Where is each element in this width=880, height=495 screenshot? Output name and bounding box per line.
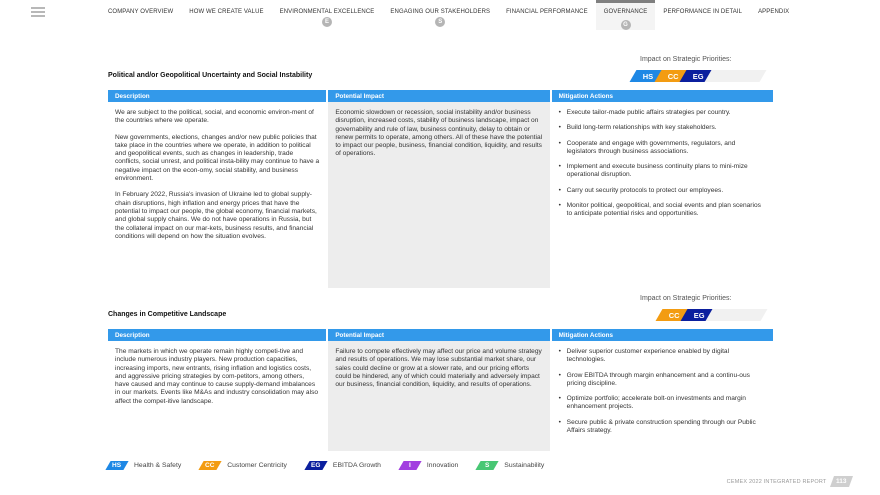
legend-item-cc [201, 461, 287, 470]
nav-engaging-stakeholders[interactable]: ENGAGING OUR STAKEHOLDERS S [390, 9, 491, 25]
footer-report-title: CEMEX 2022 INTEGRATED REPORT [726, 478, 827, 485]
priority-legend [108, 461, 564, 470]
nav-how-we-create-value[interactable]: HOW WE CREATE VALUE [189, 9, 264, 15]
legend-label: Sustainability [504, 462, 545, 469]
column-header-mitigation: Mitigation Actions [552, 90, 773, 102]
legend-item-i [401, 461, 458, 470]
column-header-mitigation: Mitigation Actions [552, 329, 773, 341]
mitigation-column [552, 329, 773, 451]
legend-chevron-cc: CC [199, 461, 222, 470]
description-paragraph: We are subject to the political, social, and economic environ-ment of the countries where we operate. [115, 109, 314, 125]
column-header-impact: Potential Impact [328, 329, 549, 341]
nav-performance-in-detail[interactable]: PERFORMANCE IN DETAIL [663, 9, 743, 15]
legend-label: Customer Centricity [227, 462, 287, 469]
mitigation-column [552, 90, 773, 300]
description-column [108, 90, 326, 300]
mitigation-item: • Carry out security protocols to protect our employees. [559, 187, 766, 195]
impact-column [328, 90, 549, 300]
legend-label: Innovation [426, 462, 459, 469]
description-paragraph: The markets in which we operate remain highly competi-tive and include numerous industry players. New production capacities, increasing imports, new entrants, rising inflation and logistics costs, and aggressive pricing strategies by com-petitors, among others, have caused and may continue to cause supply-demand imbalances in our markets. Events like M&As and industry consolidation may also affect the compet-itive landscape. [115, 348, 319, 405]
chevron-cc: CC [656, 309, 693, 321]
chevron-empty [730, 70, 767, 82]
legend-label: Health & Safety [134, 462, 182, 469]
column-header-description: Description [108, 329, 326, 341]
nav-appendix[interactable]: APPENDIX [758, 9, 790, 15]
mitigation-item: • Deliver superior customer experience enabled by digital technologies. [559, 348, 766, 365]
nav-environmental-excellence[interactable]: ENVIRONMENTAL EXCELLENCE E [279, 9, 375, 25]
mitigation-item: • Optimize portfolio; accelerate bolt-on investments and margin enhancement projects. [559, 395, 766, 412]
mitigation-item: • Monitor political, geopolitical, and social events and plan scenarios to anticipate potential risks and opportunities. [559, 202, 766, 219]
chevron-eg: EG [681, 309, 718, 321]
legend-chevron-eg: EG [304, 461, 327, 470]
nav-company-overview[interactable]: COMPANY OVERVIEW [108, 9, 174, 15]
legend-label: EBITDA Growth [332, 462, 381, 469]
risk-table-1 [108, 90, 773, 300]
description-column [108, 329, 326, 451]
mitigation-item: • Secure public & private construction spending through our Public Affairs strategy. [559, 419, 766, 436]
priority-chevrons-2 [659, 309, 759, 321]
mitigation-item: • Build long-term relationships with key stakeholders. [559, 124, 766, 132]
mitigation-body [552, 341, 773, 449]
impact-text: Economic slowdown or recession, social instability and/or business disruption, increased costs, stability of business landscape, impact on governability and rule of law, business continuity, delay to obtain or renew permits to operate, among others. All of these have the potential to impact our people, business, financial condition, liquidity, and results of operations. [335, 109, 543, 158]
column-header-impact: Potential Impact [328, 90, 549, 102]
legend-item-s [478, 461, 544, 470]
impact-label-1: Impact on Strategic Priorities: [640, 56, 732, 63]
nav-governance[interactable]: GOVERNANCE G [596, 0, 656, 30]
risk-table-2 [108, 329, 773, 451]
impact-text: Failure to compete effectively may affect our price and volume strategy and results of operations. We may lose substantial market share, our sales could decline or grow at a slower rate, and our pricing efforts could be hindered, any of which could materially and adversely impact our business, financial condition, liquidity, and results of operations. [335, 348, 542, 389]
chevron-eg: EG [680, 70, 717, 82]
mitigation-item: • Execute tailor-made public affairs strategies per country. [559, 109, 766, 117]
mitigation-item: • Grow EBITDA through margin enhancement and a continu-ous pricing discipline. [559, 372, 766, 389]
description-body [108, 102, 326, 300]
section-title-2: Changes in Competitive Landscape [108, 311, 227, 318]
chevron-empty [731, 309, 768, 321]
nav-badge-g: G [621, 20, 631, 30]
column-header-description: Description [108, 90, 326, 102]
nav-financial-performance[interactable]: FINANCIAL PERFORMANCE [506, 9, 588, 15]
nav-badge-e: E [322, 17, 332, 27]
impact-body [328, 102, 549, 288]
top-nav [100, 0, 797, 30]
impact-label-2: Impact on Strategic Priorities: [640, 295, 732, 302]
legend-chevron-s: S [476, 461, 499, 470]
mitigation-item: • Implement and execute business continuity plans to mini-mize operational disruption. [559, 163, 766, 180]
description-paragraph: New governments, elections, changes and/or new public policies that take place in the countries where we operate, in addition to political and geopolitical events, such as changes in leadership, trade conflicts, social unrest, and political insta-bility may continue to have a negative impact on the econ-omy, social stability, and business environment. [115, 133, 320, 183]
legend-chevron-hs: HS [105, 461, 128, 470]
menu-icon[interactable] [31, 7, 45, 17]
description-paragraph: In February 2022, Russia's invasion of Ukraine led to global supply-chain disruptions, high inflation and energy prices that have the potential to impact our people, the global economy, financial markets, and global supply chains. We do not have operations in Russia, but the collateral impact on our mar-kets, business results, and financial conditions will depend on how the situation evolves. [115, 191, 317, 240]
mitigation-body [552, 102, 773, 233]
footer [727, 476, 850, 487]
mitigation-item: • Cooperate and engage with governments, regulators, and legislators through business associations. [559, 140, 766, 157]
page-number: 113 [829, 476, 852, 487]
impact-body [328, 341, 549, 451]
impact-column [328, 329, 549, 451]
legend-chevron-i: I [398, 461, 421, 470]
chevron-cc: CC [655, 70, 692, 82]
legend-item-eg [307, 461, 381, 470]
chevron-hs: HS [630, 70, 667, 82]
nav-badge-s: S [435, 17, 445, 27]
legend-item-hs [108, 461, 181, 470]
section-title-1: Political and/or Geopolitical Uncertainty and Social Instability [108, 72, 313, 79]
priority-chevrons-1 [633, 70, 758, 82]
description-body [108, 341, 326, 421]
